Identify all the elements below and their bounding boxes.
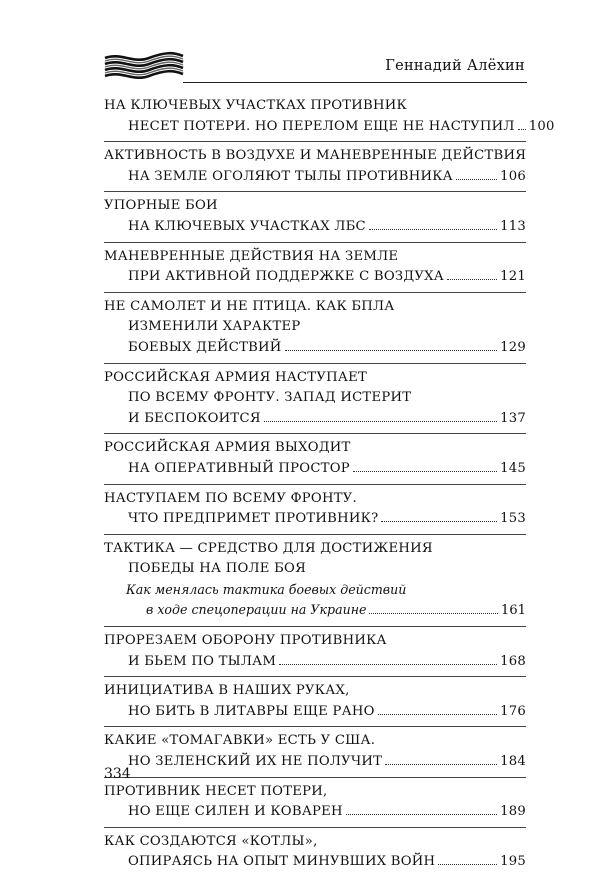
running-header bbox=[103, 42, 527, 87]
toc-entry-title-line: АКТИВНОСТЬ В ВОЗДУХЕ И МАНЕВРЕННЫЕ ДЕЙСТВИЯ bbox=[104, 148, 527, 164]
toc-entry-title-line: ПОБЕДЫ НА ПОЛЕ БОЯ bbox=[128, 561, 306, 577]
toc-entry-title-line: НА КЛЮЧЕВЫХ УЧАСТКАХ ПРОТИВНИК bbox=[104, 98, 407, 113]
toc-entry-title-line: НЕСЕТ ПОТЕРИ. НО ПЕРЕЛОМ ЕЩЕ НЕ НАСТУПИЛ bbox=[128, 118, 515, 134]
toc-entry-title-line: И БЬЕМ ПО ТЫЛАМ bbox=[128, 653, 277, 669]
toc-entry[interactable] bbox=[104, 364, 526, 435]
dot-leader bbox=[369, 613, 497, 614]
dot-leader bbox=[353, 471, 497, 472]
running-header-author: Геннадий Алёхин bbox=[385, 58, 525, 74]
toc-entry[interactable] bbox=[104, 778, 526, 828]
toc-entry-title-line: НО ЕЩЕ СИЛЕН И КОВАРЕН bbox=[128, 804, 343, 820]
dot-leader bbox=[438, 864, 497, 865]
toc-entry-page: 129 bbox=[500, 339, 526, 355]
toc-entry-title-line: НА КЛЮЧЕВЫХ УЧАСТКАХ ЛБС bbox=[128, 218, 366, 234]
toc-entry[interactable] bbox=[104, 243, 526, 293]
toc-entry-title-line: НЕ САМОЛЕТ И НЕ ПТИЦА. КАК БПЛА bbox=[104, 298, 395, 314]
toc-entry-title-line: ПРОТИВНИК НЕСЕТ ПОТЕРИ, bbox=[104, 783, 328, 799]
toc-entry-page: 195 bbox=[500, 854, 526, 870]
toc-entry-page: 145 bbox=[500, 460, 526, 476]
toc-entry-page: 168 bbox=[500, 653, 526, 669]
toc-entry-title-line: РОССИЙСКАЯ АРМИЯ НАСТУПАЕТ bbox=[104, 369, 368, 385]
toc-entry[interactable] bbox=[104, 485, 526, 535]
toc-entry[interactable] bbox=[104, 92, 555, 142]
dot-leader bbox=[456, 179, 497, 180]
dot-leader bbox=[381, 521, 497, 522]
toc-entry-title-line: КАКИЕ «ТОМАГАВКИ» ЕСТЬ У США. bbox=[104, 733, 376, 749]
toc-entry-page: 189 bbox=[500, 804, 526, 820]
toc-entry-page: 106 bbox=[500, 168, 526, 184]
page-number: 334 bbox=[104, 766, 131, 782]
toc-entry[interactable] bbox=[104, 627, 526, 677]
toc-entry[interactable] bbox=[104, 828, 526, 877]
toc-entry[interactable] bbox=[104, 535, 526, 627]
table-of-contents bbox=[104, 92, 555, 877]
toc-entry-page: 113 bbox=[500, 218, 526, 234]
toc-entry-title-line: ПРОРЕЗАЕМ ОБОРОНУ ПРОТИВНИКА bbox=[104, 633, 387, 649]
toc-entry-subtitle: Как менялась тактика боевых действий bbox=[126, 581, 407, 597]
toc-entry-title-line: НАСТУПАЕМ ПО ВСЕМУ ФРОНТУ. bbox=[104, 490, 357, 506]
toc-entry[interactable] bbox=[104, 192, 526, 242]
dot-leader bbox=[264, 421, 497, 422]
toc-entry-title-line: И БЕСПОКОИТСЯ bbox=[128, 410, 261, 426]
dot-leader bbox=[447, 279, 497, 280]
toc-entry-title-line: ОПИРАЯСЬ НА ОПЫТ МИНУВШИХ ВОЙН bbox=[128, 854, 436, 870]
toc-entry-title-line: МАНЕВРЕННЫЕ ДЕЙСТВИЯ НА ЗЕМЛЕ bbox=[104, 248, 399, 264]
toc-entry-title-line: ЧТО ПРЕДПРИМЕТ ПРОТИВНИК? bbox=[128, 511, 379, 527]
toc-entry-title-line: УПОРНЫЕ БОИ bbox=[104, 198, 218, 214]
toc-entry[interactable] bbox=[104, 293, 526, 364]
toc-entry-title-line: ПРИ АКТИВНОЙ ПОДДЕРЖКЕ С ВОЗДУХА bbox=[128, 269, 444, 285]
toc-entry-title-line: ПО ВСЕМУ ФРОНТУ. ЗАПАД ИСТЕРИТ bbox=[128, 390, 412, 406]
toc-entry[interactable] bbox=[104, 727, 526, 777]
dot-leader bbox=[378, 714, 497, 715]
toc-entry-title-line: НО БИТЬ В ЛИТАВРЫ ЕЩЕ РАНО bbox=[128, 703, 375, 719]
toc-entry-title-line: РОССИЙСКАЯ АРМИЯ ВЫХОДИТ bbox=[104, 440, 351, 456]
header-rule bbox=[183, 82, 527, 83]
toc-entry[interactable] bbox=[104, 677, 526, 727]
toc-entry-page: 121 bbox=[500, 269, 526, 285]
toc-entry-page: 176 bbox=[500, 703, 526, 719]
toc-entry-title-line: ТАКТИКА — СРЕДСТВО ДЛЯ ДОСТИЖЕНИЯ bbox=[104, 540, 433, 556]
dot-leader bbox=[279, 664, 497, 665]
toc-entry-page: 184 bbox=[500, 754, 526, 770]
toc-entry-page: 137 bbox=[500, 410, 526, 426]
toc-entry-title-line: в ходе спецоперации на Украине bbox=[146, 602, 367, 618]
dot-leader bbox=[285, 350, 498, 351]
toc-entry-page: 100 bbox=[528, 118, 555, 134]
toc-entry-title-line: БОЕВЫХ ДЕЙСТВИЙ bbox=[128, 339, 282, 355]
toc-entry-title-line: НА ОПЕРАТИВНЫЙ ПРОСТОР bbox=[128, 460, 350, 476]
toc-entry[interactable] bbox=[104, 434, 526, 484]
toc-entry-title-line: ИЗМЕНИЛИ ХАРАКТЕР bbox=[128, 319, 301, 335]
toc-entry-title-line: НА ЗЕМЛЕ ОГОЛЯЮТ ТЫЛЫ ПРОТИВНИКА bbox=[128, 168, 453, 184]
dot-leader bbox=[385, 764, 497, 765]
toc-entry-page: 161 bbox=[500, 603, 526, 619]
toc-entry-title-line: НО ЗЕЛЕНСКИЙ ИХ НЕ ПОЛУЧИТ bbox=[128, 754, 383, 770]
toc-entry-page: 153 bbox=[500, 511, 526, 527]
toc-entry-title-line: ИНИЦИАТИВА В НАШИХ РУКАХ, bbox=[104, 683, 350, 699]
dot-leader bbox=[369, 229, 497, 230]
dot-leader bbox=[518, 129, 526, 130]
toc-entry-title-line: КАК СОЗДАЮТСЯ «КОТЛЫ», bbox=[104, 833, 318, 849]
ribbon-logo-icon bbox=[103, 50, 185, 84]
toc-entry[interactable] bbox=[104, 142, 526, 192]
